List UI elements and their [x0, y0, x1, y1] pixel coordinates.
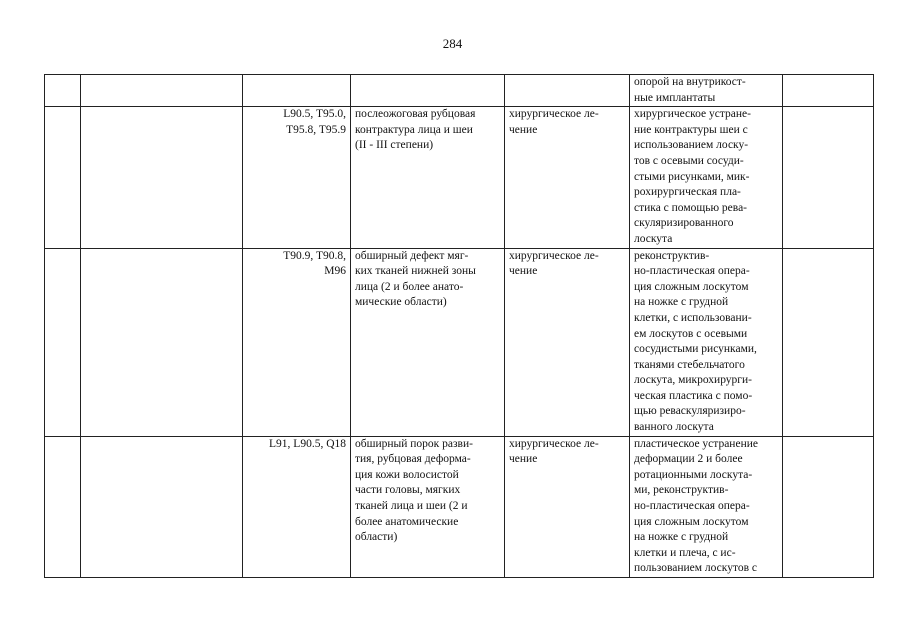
condition-cell	[351, 75, 505, 107]
cell-text-line: пользованием лоскутов с	[634, 562, 757, 575]
cell-text-line: рохирургическая пла-	[634, 186, 741, 199]
cell-text-line: тканями стебельчатого	[634, 358, 745, 371]
number-cell	[45, 248, 81, 436]
cell-text-line: стика с помощью рева-	[634, 201, 748, 214]
cell-text-line: тия, рубцовая деформа-	[355, 453, 471, 466]
cell-text-line: лоскута, микрохирурги-	[634, 374, 753, 387]
cell-text-line: мические области)	[355, 296, 447, 309]
cell-text-line: хирургическое ле-	[509, 108, 599, 121]
cell-text-line: L91, L90.5, Q18	[269, 437, 346, 450]
procedures-table	[44, 74, 874, 578]
number-cell	[45, 107, 81, 248]
cell-text-line: области)	[355, 531, 398, 544]
method-cell	[630, 436, 783, 577]
cell-text-line: лоскута	[634, 232, 673, 245]
cell-text-line: чение	[509, 453, 538, 466]
cell-text-line: ванного лоскута	[634, 421, 714, 434]
cell-text-line: контрактура лица и шеи	[355, 123, 473, 136]
cell-text-line: хирургическое ле-	[509, 437, 599, 450]
page-number: 284	[442, 36, 463, 51]
cell-text-line: ких тканей нижней зоны	[355, 265, 476, 278]
codes-cell	[243, 248, 351, 436]
cell-text-line: клетки, с использовани-	[634, 311, 752, 324]
cell-text-line: ные имплантаты	[634, 91, 716, 104]
cell-text-line: послеожоговая рубцовая	[355, 108, 476, 121]
method-cell	[630, 107, 783, 248]
cell-text-line: сосудистыми рисунками,	[634, 343, 757, 356]
table-row	[45, 75, 874, 107]
condition-cell	[351, 248, 505, 436]
condition-cell	[351, 436, 505, 577]
cell-text-line: хирургическое устране-	[634, 108, 751, 121]
cell-text-line: но-пластическая опера-	[634, 265, 750, 278]
cell-text-line: лица (2 и более анато-	[355, 280, 464, 293]
empty-cell	[81, 248, 243, 436]
cell-text-line: (II - III степени)	[355, 139, 434, 152]
empty-cell	[81, 436, 243, 577]
cell-text-line: M96	[324, 265, 346, 278]
cell-text-line: щью реваскуляризиро-	[634, 405, 746, 418]
table-row	[45, 107, 874, 248]
codes-cell	[243, 75, 351, 107]
cell-text-line: на ножке с грудной	[634, 296, 729, 309]
cell-text-line: более анатомические	[355, 515, 459, 528]
extra-cell	[783, 436, 874, 577]
treatment-type-cell	[505, 248, 630, 436]
cell-text-line: стыми рисунками, мик-	[634, 170, 750, 183]
cell-text-line: части головы, мягких	[355, 484, 461, 497]
cell-text-line: T90.9, T90.8,	[283, 249, 346, 262]
extra-cell	[783, 107, 874, 248]
cell-text-line: ми, реконструктив-	[634, 484, 729, 497]
cell-text-line: на ножке с грудной	[634, 531, 729, 544]
table-row	[45, 248, 874, 436]
method-cell	[630, 248, 783, 436]
cell-text-line: чение	[509, 123, 538, 136]
cell-text-line: но-пластическая опера-	[634, 500, 750, 513]
cell-text-line: использованием лоску-	[634, 139, 749, 152]
number-cell	[45, 436, 81, 577]
cell-text-line: обширный дефект мяг-	[355, 249, 469, 262]
table-row	[45, 436, 874, 577]
cell-text-line: пластическое устранение	[634, 437, 758, 450]
codes-cell	[243, 436, 351, 577]
extra-cell	[783, 75, 874, 107]
number-cell	[45, 75, 81, 107]
cell-text-line: ческая пластика с помо-	[634, 389, 753, 402]
cell-text-line: хирургическое ле-	[509, 249, 599, 262]
cell-text-line: тов с осевыми сосуди-	[634, 154, 744, 167]
cell-text-line: чение	[509, 265, 538, 278]
cell-text-line: ция сложным лоскутом	[634, 280, 749, 293]
cell-text-line: опорой на внутрикост-	[634, 76, 746, 88]
cell-text-line: ние контрактуры шеи с	[634, 123, 748, 136]
cell-text-line: реконструктив-	[634, 249, 710, 262]
empty-cell	[81, 107, 243, 248]
cell-text-line: обширный порок разви-	[355, 437, 473, 450]
cell-text-line: ция кожи волосистой	[355, 468, 459, 481]
treatment-type-cell	[505, 75, 630, 107]
cell-text-line: клетки и плеча, с ис-	[634, 546, 736, 559]
cell-text-line: скуляризированного	[634, 217, 734, 230]
condition-cell	[351, 107, 505, 248]
extra-cell	[783, 248, 874, 436]
cell-text-line: деформации 2 и более	[634, 453, 743, 466]
cell-text-line: ротационными лоскута-	[634, 468, 753, 481]
cell-text-line: ция сложным лоскутом	[634, 515, 749, 528]
method-cell	[630, 75, 783, 107]
cell-text-line: ем лоскутов с осевыми	[634, 327, 748, 340]
cell-text-line: тканей лица и шеи (2 и	[355, 500, 468, 513]
codes-cell	[243, 107, 351, 248]
empty-cell	[81, 75, 243, 107]
treatment-type-cell	[505, 107, 630, 248]
cell-text-line: L90.5, T95.0,	[283, 108, 346, 121]
cell-text-line: T95.8, T95.9	[286, 123, 346, 136]
treatment-type-cell	[505, 436, 630, 577]
